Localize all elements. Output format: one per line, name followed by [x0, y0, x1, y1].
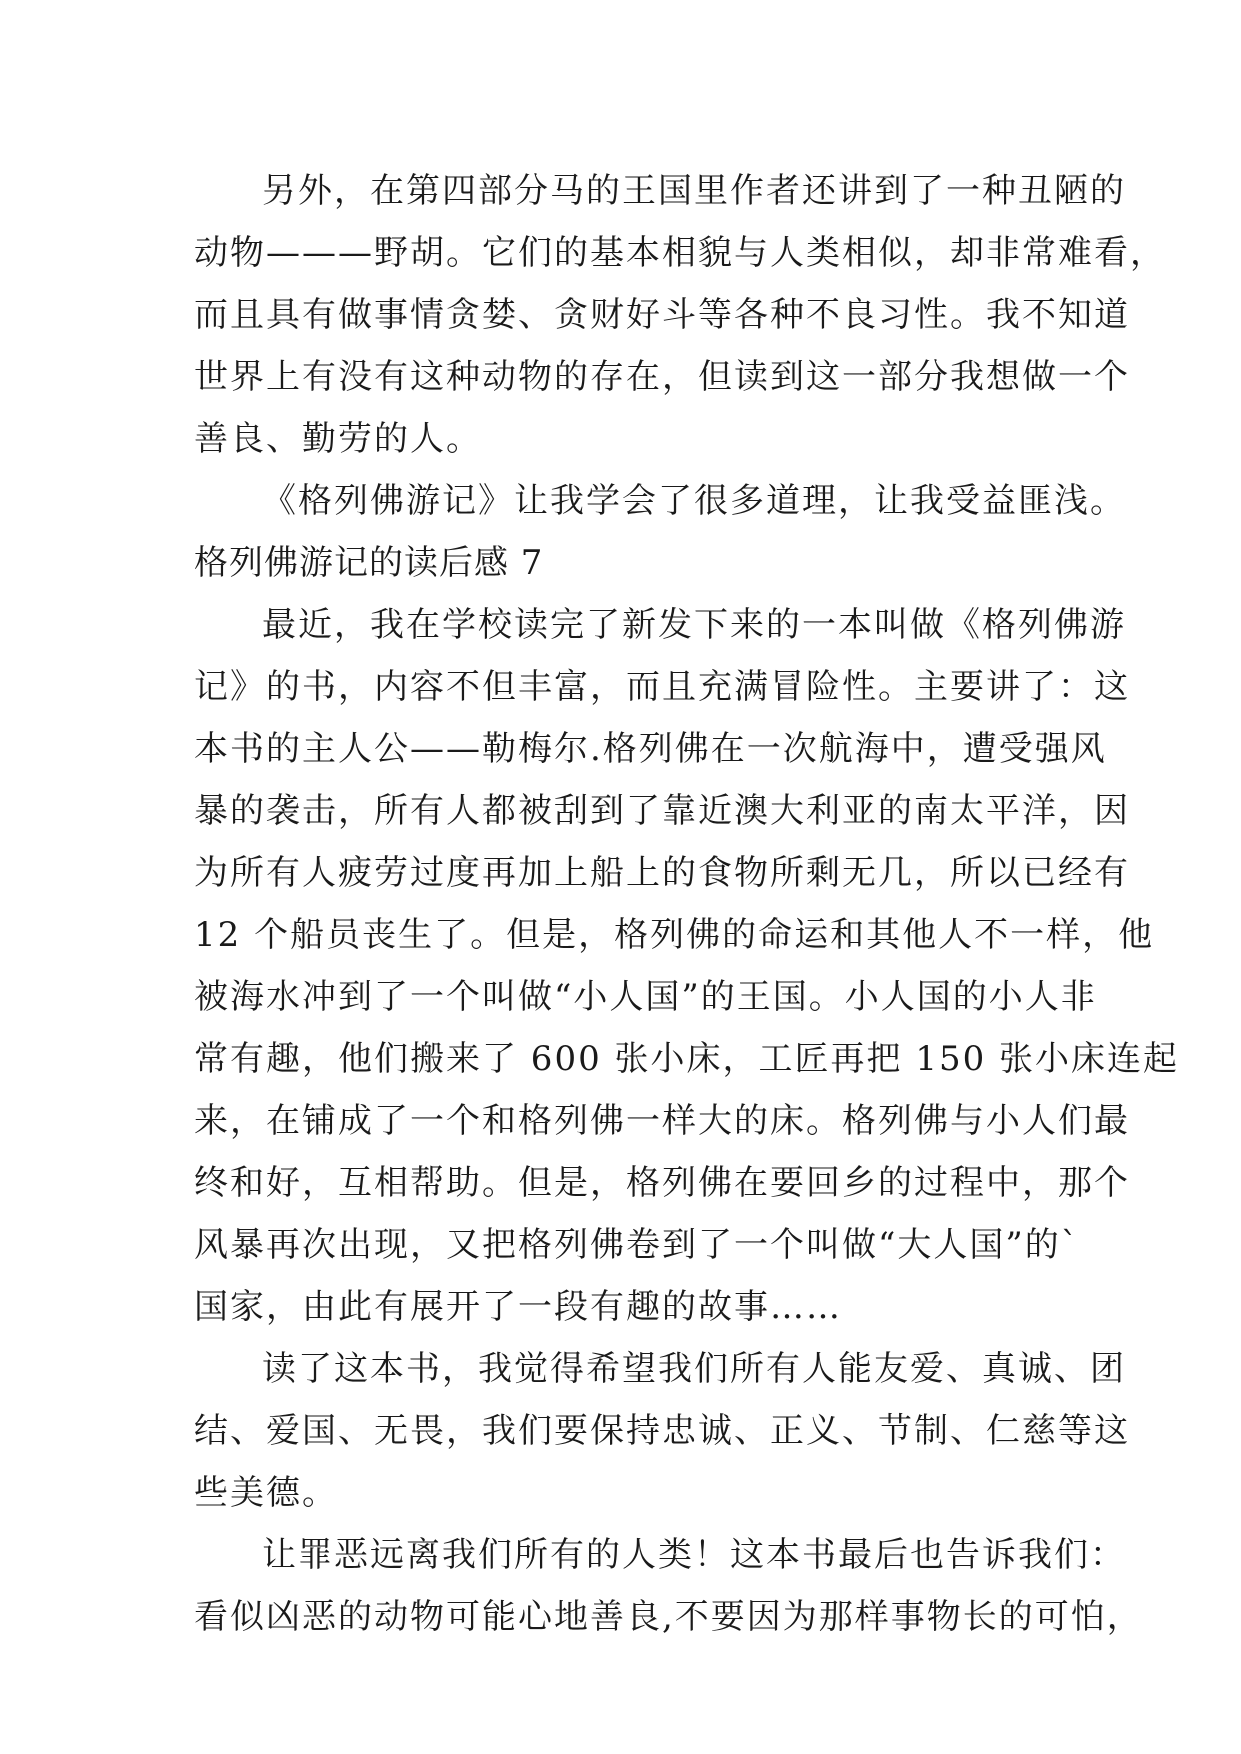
- document-body: [194, 160, 1180, 1648]
- text-line: 为所有人疲劳过度再加上船上的食物所剩无几，所以已经有: [194, 853, 1130, 893]
- section-heading: [194, 532, 1054, 594]
- paragraph-yahoo-description: [194, 160, 1166, 470]
- text-line: 12 个船员丧生了。但是，格列佛的命运和其他人不一样，他: [194, 915, 1155, 955]
- text-line: 世界上有没有这种动物的存在，但读到这一部分我想做一个: [194, 357, 1130, 397]
- text-line: 来，在铺成了一个和格列佛一样大的床。格列佛与小人们最: [194, 1101, 1130, 1141]
- text-line: 国家，由此有展开了一段有趣的故事……: [194, 1287, 842, 1327]
- text-line: 《格列佛游记》让我学会了很多道理，让我受益匪浅。: [262, 481, 1126, 521]
- text-line: 些美德。: [194, 1473, 338, 1513]
- text-line: 本书的主人公——勒梅尔.格列佛在一次航海中，遭受强风: [194, 729, 1107, 769]
- text-line: 另外，在第四部分马的王国里作者还讲到了一种丑陋的: [262, 171, 1126, 211]
- text-line: 记》的书，内容不但丰富，而且充满冒险性。主要讲了：这: [194, 667, 1130, 707]
- text-line: 动物———野胡。它们的基本相貌与人类相似，却非常难看，: [194, 233, 1166, 273]
- text-line: 结、爱国、无畏，我们要保持忠诚、正义、节制、仁慈等这: [194, 1411, 1130, 1451]
- text-line: 终和好，互相帮助。但是，格列佛在要回乡的过程中，那个: [194, 1163, 1130, 1203]
- text-line: 被海水冲到了一个叫做“小人国”的王国。小人国的小人非: [194, 977, 1097, 1017]
- text-line: 善良、勤劳的人。: [194, 419, 482, 459]
- text-line: 最近，我在学校读完了新发下来的一本叫做《格列佛游: [262, 605, 1126, 645]
- text-line: 而且具有做事情贪婪、贪财好斗等各种不良习性。我不知道: [194, 295, 1130, 335]
- text-line: 常有趣，他们搬来了 600 张小床，工匠再把 150 张小床连起: [194, 1039, 1180, 1079]
- paragraph-conclusion: [194, 470, 1126, 532]
- text-line: 看似凶恶的动物可能心地善良,不要因为那样事物长的可怕，: [194, 1597, 1143, 1637]
- text-line: 读了这本书，我觉得希望我们所有人能友爱、真诚、团: [262, 1349, 1126, 1389]
- text-line: 让罪恶远离我们所有的人类！这本书最后也告诉我们：: [262, 1535, 1126, 1575]
- text-line: 风暴再次出现，又把格列佛卷到了一个叫做“大人国”的`: [194, 1225, 1080, 1265]
- paragraph-lesson: [194, 1524, 1143, 1648]
- paragraph-story-summary: [194, 594, 1180, 1338]
- heading-line: 格列佛游记的读后感 7: [194, 543, 544, 583]
- text-line: 暴的袭击，所有人都被刮到了靠近澳大利亚的南太平洋，因: [194, 791, 1130, 831]
- paragraph-reflection: [194, 1338, 1130, 1524]
